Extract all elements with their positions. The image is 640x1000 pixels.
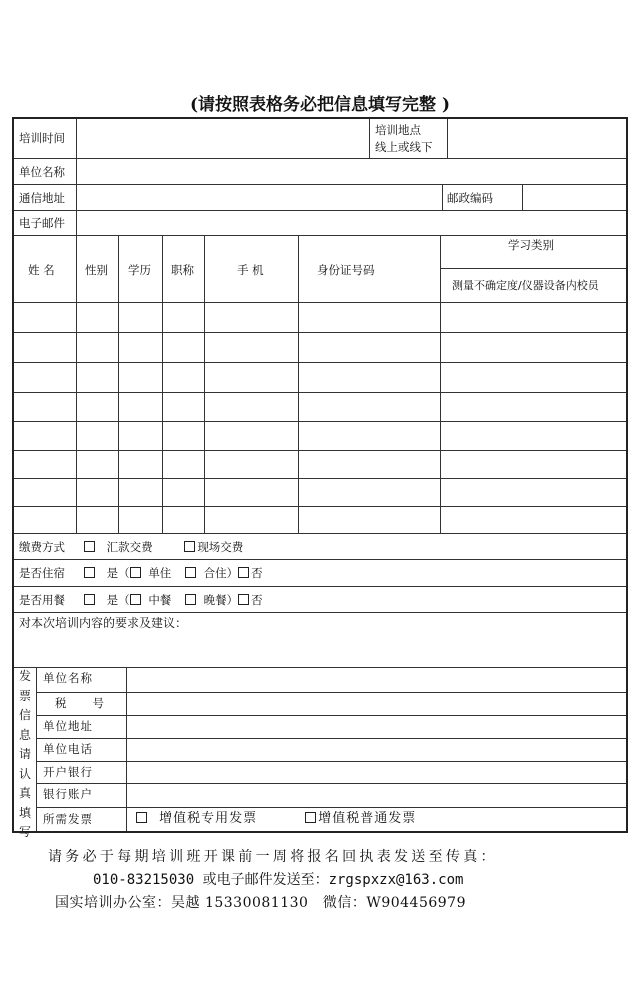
lodging-label: 是否住宿 xyxy=(19,566,65,580)
registration-form xyxy=(12,117,628,839)
meals-options xyxy=(84,593,263,607)
invoice-type-label: 所需发票 xyxy=(43,812,93,826)
email-label: 电子邮件 xyxy=(19,216,65,230)
col-name: 姓 名 xyxy=(28,263,55,277)
checkbox-dinner[interactable] xyxy=(185,594,196,605)
meals-opt2: 晚餐） xyxy=(203,593,239,607)
training-location-label: 培训地点 xyxy=(375,123,421,137)
suggestion-label: 对本次培训内容的要求及建议： xyxy=(19,616,188,630)
invoice-type-options xyxy=(136,812,416,826)
payment-options xyxy=(84,540,243,554)
invoice-opt1: 增值税专用发票 xyxy=(159,811,258,826)
payment-opt1: 汇款交费 xyxy=(106,540,153,554)
lodging-no: 否 xyxy=(251,566,263,580)
col-gender: 性别 xyxy=(85,263,108,277)
checkbox-onsite[interactable] xyxy=(184,541,195,552)
checkbox-meals-no[interactable] xyxy=(238,594,249,605)
meals-label: 是否用餐 xyxy=(19,593,65,607)
training-mode-label: 线上或线下 xyxy=(375,140,433,154)
footer-contact-email: 010-83215030 或电子邮件发送至：zrgspxzx@163.com xyxy=(93,872,464,888)
invoice-tax-label: 税 号 xyxy=(55,696,105,710)
lodging-opt1: 单住 xyxy=(148,566,172,580)
lodging-opt2: 合住） xyxy=(203,566,239,580)
checkbox-meals-yes[interactable] xyxy=(84,594,95,605)
col-title: 职称 xyxy=(171,263,194,277)
checkbox-shared-room[interactable] xyxy=(185,567,196,578)
company-name-label: 单位名称 xyxy=(19,165,65,179)
invoice-account-label: 银行账户 xyxy=(43,787,93,801)
meals-yes: 是（ xyxy=(106,593,130,607)
payment-opt2: 现场交费 xyxy=(197,540,244,554)
checkbox-lodging-no[interactable] xyxy=(238,567,249,578)
meals-no: 否 xyxy=(251,593,263,607)
invoice-company-label: 单位名称 xyxy=(43,671,93,685)
invoice-opt2: 增值税普通发票 xyxy=(318,811,417,826)
checkbox-vat-normal[interactable] xyxy=(305,812,316,823)
col-phone: 手 机 xyxy=(237,263,264,277)
col-study-sub: 测量不确定度/仪器设备内校员 xyxy=(452,279,599,292)
lodging-yes: 是（ xyxy=(106,566,130,580)
col-id-number: 身份证号码 xyxy=(317,263,375,277)
form-title: (请按照表格务必把信息填写完整 ) xyxy=(189,95,450,115)
checkbox-single-room[interactable] xyxy=(130,567,141,578)
col-education: 学历 xyxy=(128,263,151,277)
invoice-bank-label: 开户银行 xyxy=(43,765,93,779)
checkbox-lodging-yes[interactable] xyxy=(84,567,95,578)
payment-label: 缴费方式 xyxy=(19,540,65,554)
lodging-options xyxy=(84,566,263,580)
checkbox-vat-special[interactable] xyxy=(136,812,147,823)
training-time-label: 培训时间 xyxy=(19,131,65,145)
checkbox-lunch[interactable] xyxy=(130,594,141,605)
footer-fax-note: 请务必于每期培训班开课前一周将报名回执表发送至传真： xyxy=(48,849,498,865)
footer-office-contact: 国实培训办公室：吴越 15330081130 微信：W904456979 xyxy=(55,895,466,911)
checkbox-remittance[interactable] xyxy=(84,541,95,552)
postcode-label: 邮政编码 xyxy=(447,191,493,205)
meals-opt1: 中餐 xyxy=(148,593,172,607)
invoice-phone-label: 单位电话 xyxy=(43,742,93,756)
address-label: 通信地址 xyxy=(19,191,65,205)
col-study-category: 学习类别 xyxy=(508,238,554,252)
invoice-address-label: 单位地址 xyxy=(43,719,93,733)
invoice-side-label: 发票信息请认真填写 xyxy=(18,669,31,839)
